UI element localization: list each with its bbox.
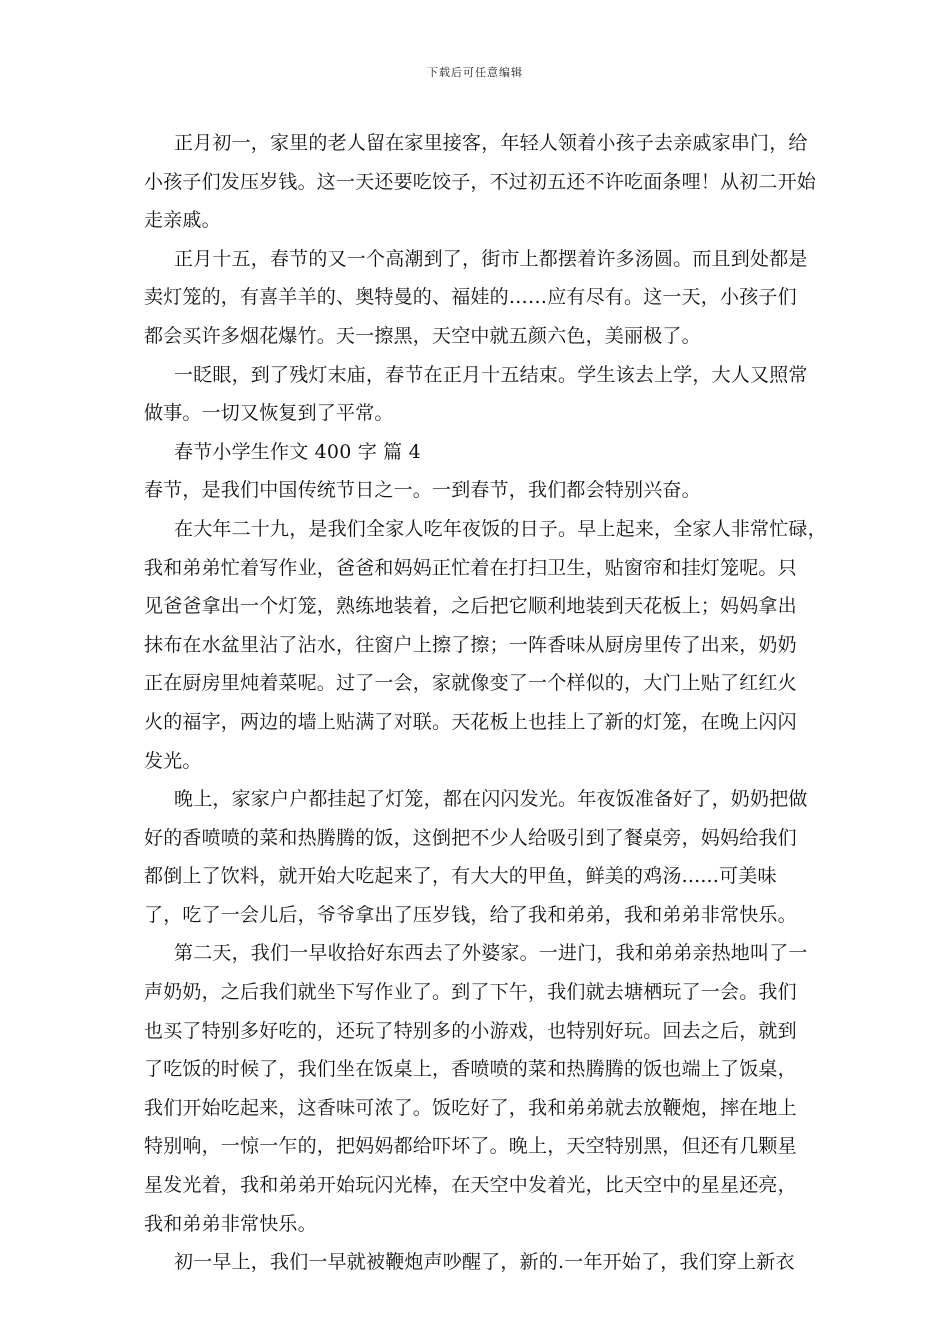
text-line: 正月初一，家里的老人留在家里接客，年轻人领着小孩子去亲戚家串门，给 bbox=[174, 132, 808, 154]
text-line: 火的福字，两边的墙上贴满了对联。天花板上也挂上了新的灯笼，在晚上闪闪 bbox=[144, 710, 797, 733]
text-line: 在大年二十九，是我们全家人吃年夜饭的日子。早上起来，全家人非常忙碌， bbox=[174, 517, 827, 540]
document-body bbox=[144, 124, 827, 1282]
text-line: 正月十五，春节的又一个高潮到了，街市上都摆着许多汤圆。而且到处都是 bbox=[174, 247, 808, 270]
text-line: 正在厨房里炖着菜呢。过了一会，家就像变了一个样似的，大门上贴了红红火 bbox=[144, 672, 797, 695]
text-line: 也买了特别多好吃的，还玩了特别多的小游戏，也特别好玩。回去之后，就到 bbox=[144, 1019, 797, 1042]
text-line: 我们开始吃起来，这香味可浓了。饭吃好了，我和弟弟就去放鞭炮，摔在地上 bbox=[144, 1096, 797, 1119]
text-line: 小孩子们发压岁钱。这一天还要吃饺子，不过初五还不许吃面条哩！从初二开始 bbox=[144, 170, 817, 193]
text-line: 走亲戚。 bbox=[144, 209, 221, 232]
section-heading: 春节小学生作文 400 字 篇 4 bbox=[174, 440, 421, 463]
text-line: 一眨眼，到了残灯末庙，春节在正月十五结束。学生该去上学，大人又照常 bbox=[174, 363, 808, 386]
text-line: 了吃饭的时候了，我们坐在饭桌上，香喷喷的菜和热腾腾的饭也端上了饭桌， bbox=[144, 1058, 797, 1081]
text-line: 声奶奶，之后我们就坐下写作业了。到了下午，我们就去塘栖玩了一会。我们 bbox=[144, 981, 797, 1004]
text-line: 了，吃了一会儿后，爷爷拿出了压岁钱，给了我和弟弟，我和弟弟非常快乐。 bbox=[144, 903, 797, 926]
text-line: 初一早上，我们一早就被鞭炮声吵醒了，新的.一年开始了，我们穿上新衣 bbox=[174, 1251, 795, 1274]
text-line: 春节，是我们中国传统节日之一。一到春节，我们都会特别兴奋。 bbox=[144, 479, 701, 502]
text-line: 都倒上了饮料，就开始大吃起来了，有大大的甲鱼，鲜美的鸡汤......可美味 bbox=[144, 865, 777, 888]
text-line: 晚上，家家户户都挂起了灯笼，都在闪闪发光。年夜饭准备好了，奶奶把做 bbox=[174, 788, 808, 811]
text-line: 见爸爸拿出一个灯笼，熟练地装着，之后把它顺利地装到天花板上；妈妈拿出 bbox=[144, 595, 797, 618]
text-line: 抹布在水盆里沾了沾水，往窗户上擦了擦；一阵香味从厨房里传了出来，奶奶 bbox=[144, 633, 797, 656]
text-line: 卖灯笼的，有喜羊羊的、奥特曼的、福娃的……应有尽有。这一天，小孩子们 bbox=[144, 286, 797, 309]
text-line: 第二天，我们一早收拾好东西去了外婆家。一进门，我和弟弟亲热地叫了一 bbox=[174, 942, 808, 965]
text-line: 发光。 bbox=[144, 749, 202, 772]
text-line: 我和弟弟非常快乐。 bbox=[144, 1212, 317, 1235]
text-line: 我和弟弟忙着写作业，爸爸和妈妈正忙着在打扫卫生，贴窗帘和挂灯笼呢。只 bbox=[144, 556, 797, 579]
text-line: 好的香喷喷的菜和热腾腾的饭，这倒把不少人给吸引到了餐桌旁，妈妈给我们 bbox=[144, 826, 797, 849]
text-line: 星发光着，我和弟弟开始玩闪光棒，在天空中发着光，比天空中的星星还亮， bbox=[144, 1174, 797, 1197]
text-line: 特别响，一惊一乍的，把妈妈都给吓坏了。晚上，天空特别黑，但还有几颗星 bbox=[144, 1135, 797, 1158]
page-header: 下载后可任意编辑 bbox=[427, 66, 523, 79]
text-line: 都会买许多烟花爆竹。天一擦黑，天空中就五颜六色，美丽极了。 bbox=[144, 324, 701, 347]
text-line: 做事。一切又恢复到了平常。 bbox=[144, 402, 394, 425]
